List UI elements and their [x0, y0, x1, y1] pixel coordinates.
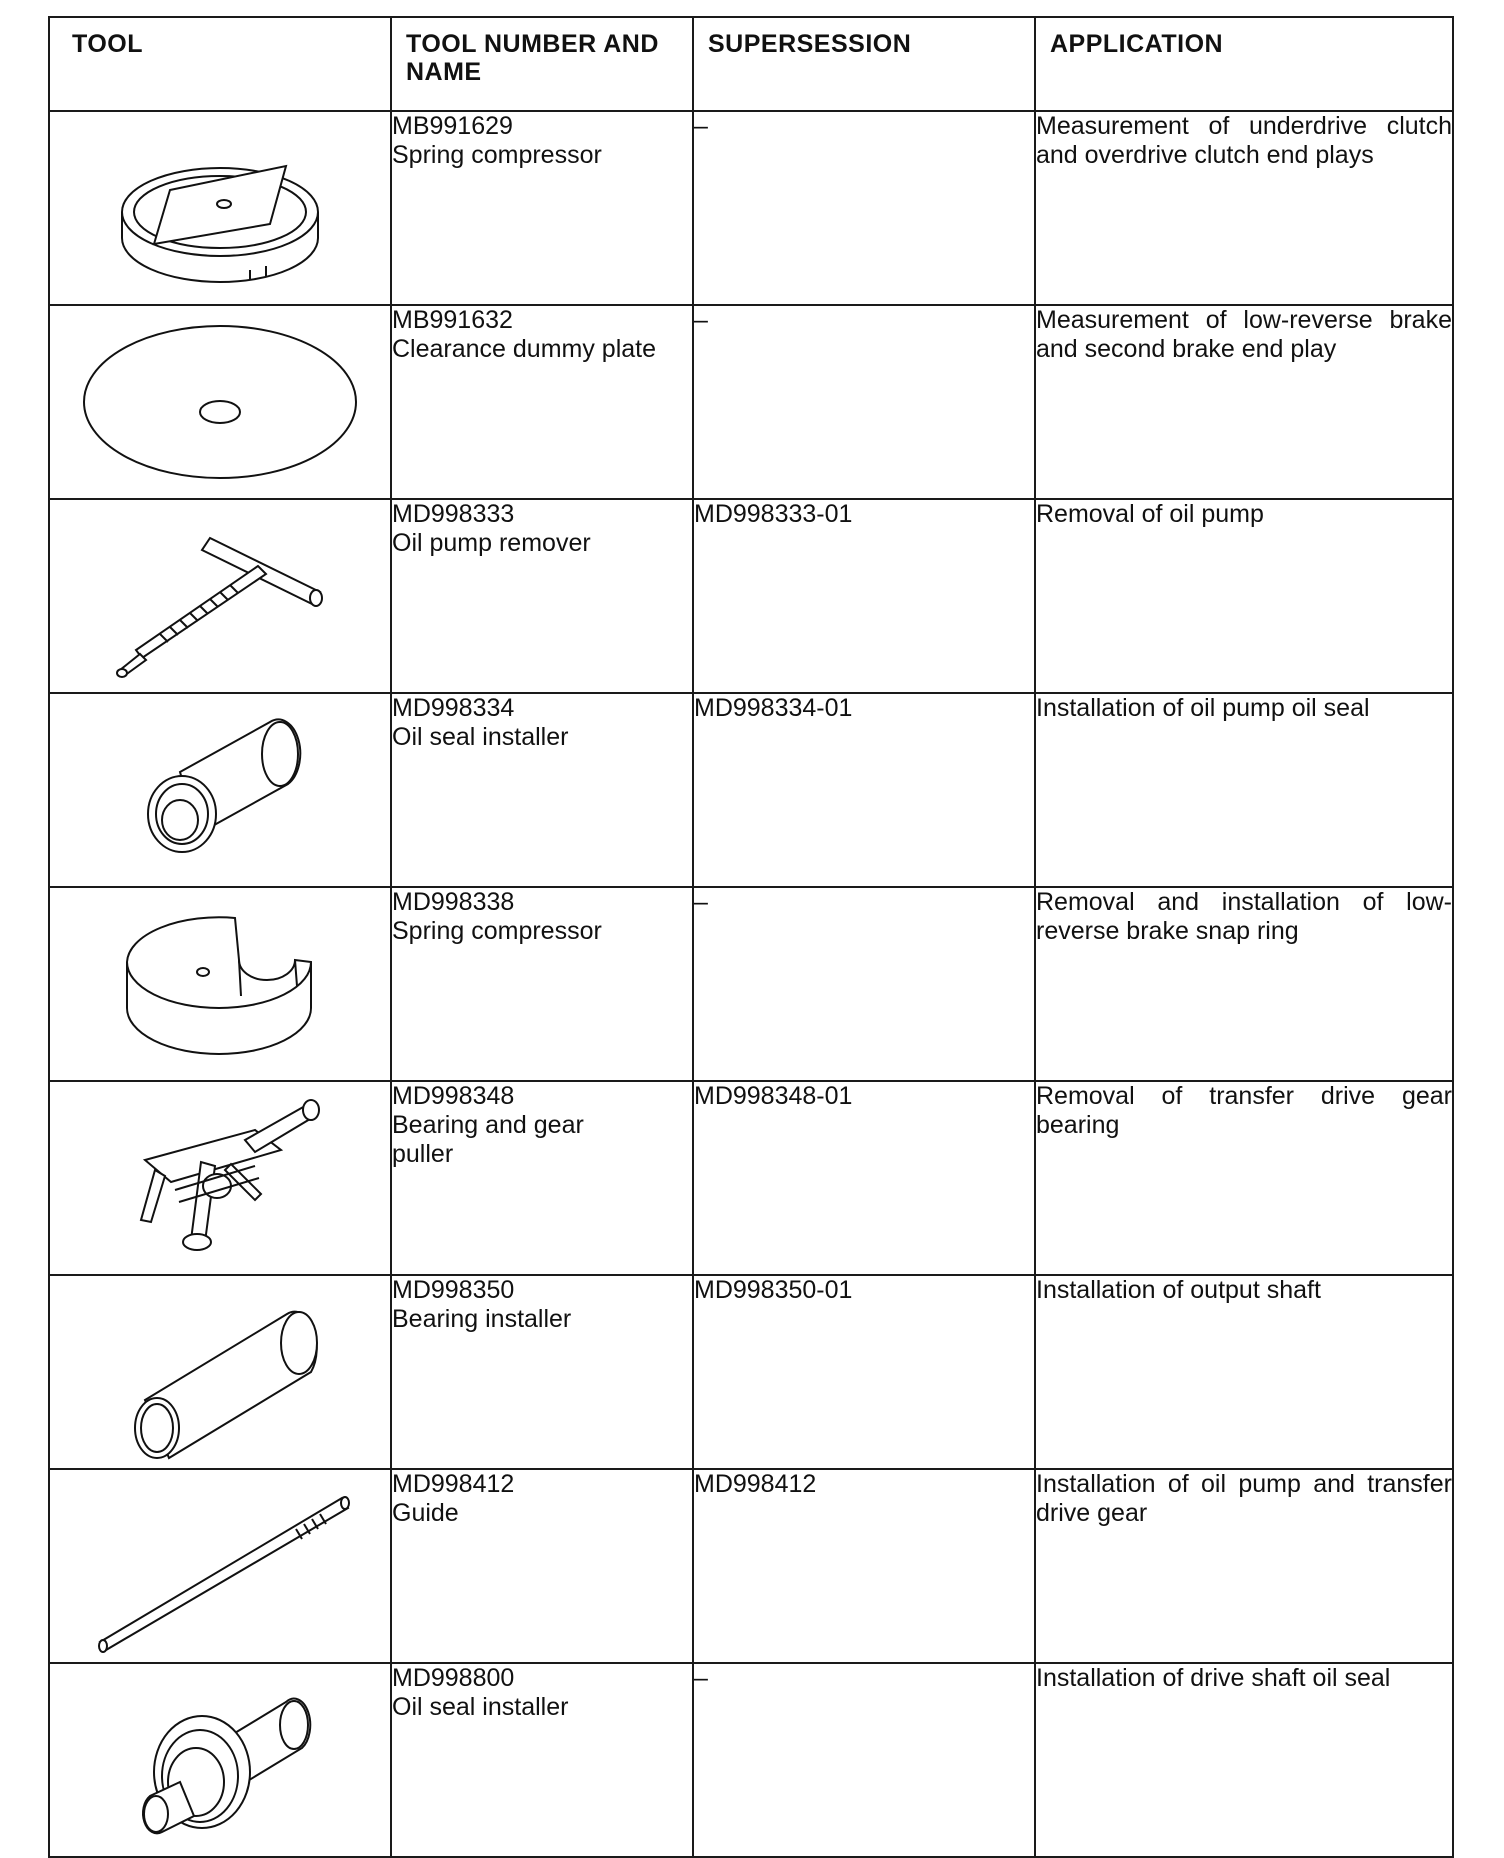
tool-name: Oil pump remover [392, 529, 591, 557]
oil-seal-installer-icon [110, 702, 330, 878]
application-cell: Measurement of low-reverse brake and second brake end play [1035, 305, 1453, 499]
supersession-cell: MD998333-01 [693, 499, 1035, 693]
application-cell: Installation of oil pump oil seal [1035, 693, 1453, 887]
header-tool-number-and-name: TOOL NUMBER AND NAME [391, 17, 693, 111]
supersession-cell: MD998348-01 [693, 1081, 1035, 1275]
tool-number: MD998333 [392, 500, 515, 528]
tool-number: MB991629 [392, 112, 513, 140]
application-cell: Removal and installation of low-reverse brake snap ring [1035, 887, 1453, 1081]
tool-name: Oil seal installer [392, 1693, 569, 1721]
supersession-cell: MD998350-01 [693, 1275, 1035, 1469]
tool-image-cell [49, 1663, 391, 1857]
supersession-cell: – [693, 305, 1035, 499]
header-row [49, 17, 1453, 111]
header-tool: TOOL [49, 17, 391, 111]
tool-name: Bearing and gear puller [392, 1111, 584, 1168]
tool-image-cell [49, 1469, 391, 1663]
tool-number-name-cell [391, 693, 693, 887]
supersession-cell: – [693, 111, 1035, 305]
tool-number: MD998350 [392, 1276, 515, 1304]
gear-puller-icon [105, 1090, 335, 1266]
tool-number-name-cell [391, 111, 693, 305]
guide-rod-icon [70, 1478, 370, 1654]
application-cell: Removal of oil pump [1035, 499, 1453, 693]
tool-number: MD998412 [392, 1470, 515, 1498]
header-supersession: SUPERSESSION [693, 17, 1035, 111]
tool-number: MB991632 [392, 306, 513, 334]
special-tools-table [48, 16, 1454, 1858]
application-cell: Installation of drive shaft oil seal [1035, 1663, 1453, 1857]
supersession-cell: – [693, 1663, 1035, 1857]
table-row [49, 1081, 1453, 1275]
tool-number-name-cell [391, 1081, 693, 1275]
tool-image-cell [49, 1081, 391, 1275]
supersession-cell: – [693, 887, 1035, 1081]
tool-name: Clearance dummy plate [392, 335, 657, 363]
header-application: APPLICATION [1035, 17, 1453, 111]
table-row [49, 305, 1453, 499]
table-row [49, 499, 1453, 693]
tool-image-cell [49, 1275, 391, 1469]
tool-name: Bearing installer [392, 1305, 572, 1333]
application-cell: Installation of oil pump and transfer drive gear [1035, 1469, 1453, 1663]
supersession-cell: MD998334-01 [693, 693, 1035, 887]
tool-name: Oil seal installer [392, 723, 569, 751]
tool-number-name-cell [391, 1469, 693, 1663]
bearing-installer-icon [105, 1284, 335, 1460]
tool-name: Spring compressor [392, 917, 602, 945]
drive-shaft-seal-installer-icon [110, 1672, 330, 1848]
tool-image-cell [49, 693, 391, 887]
t-handle-remover-icon [90, 508, 350, 684]
tool-number-name-cell [391, 499, 693, 693]
application-cell: Installation of output shaft [1035, 1275, 1453, 1469]
table-row [49, 111, 1453, 305]
tool-number-name-cell [391, 887, 693, 1081]
table-row [49, 1469, 1453, 1663]
tool-number-name-cell [391, 305, 693, 499]
application-cell: Removal of transfer drive gear bearing [1035, 1081, 1453, 1275]
tool-image-cell [49, 887, 391, 1081]
tool-image-cell [49, 499, 391, 693]
tool-image-cell [49, 111, 391, 305]
tool-name: Guide [392, 1499, 459, 1527]
table-row [49, 887, 1453, 1081]
application-cell: Measurement of underdrive clutch and overdrive clutch end plays [1035, 111, 1453, 305]
table-row [49, 1663, 1453, 1857]
tool-name: Spring compressor [392, 141, 602, 169]
dummy-plate-icon [70, 314, 370, 490]
spring-compressor-disc-icon [105, 896, 335, 1072]
table-row [49, 693, 1453, 887]
tool-number: MD998348 [392, 1082, 515, 1110]
tool-number-name-cell [391, 1275, 693, 1469]
tool-number: MD998334 [392, 694, 515, 722]
tool-image-cell [49, 305, 391, 499]
supersession-cell: MD998412 [693, 1469, 1035, 1663]
spring-compressor-ring-icon [100, 120, 340, 296]
table-row [49, 1275, 1453, 1469]
tool-number: MD998800 [392, 1664, 515, 1692]
tool-number-name-cell [391, 1663, 693, 1857]
tool-number: MD998338 [392, 888, 515, 916]
